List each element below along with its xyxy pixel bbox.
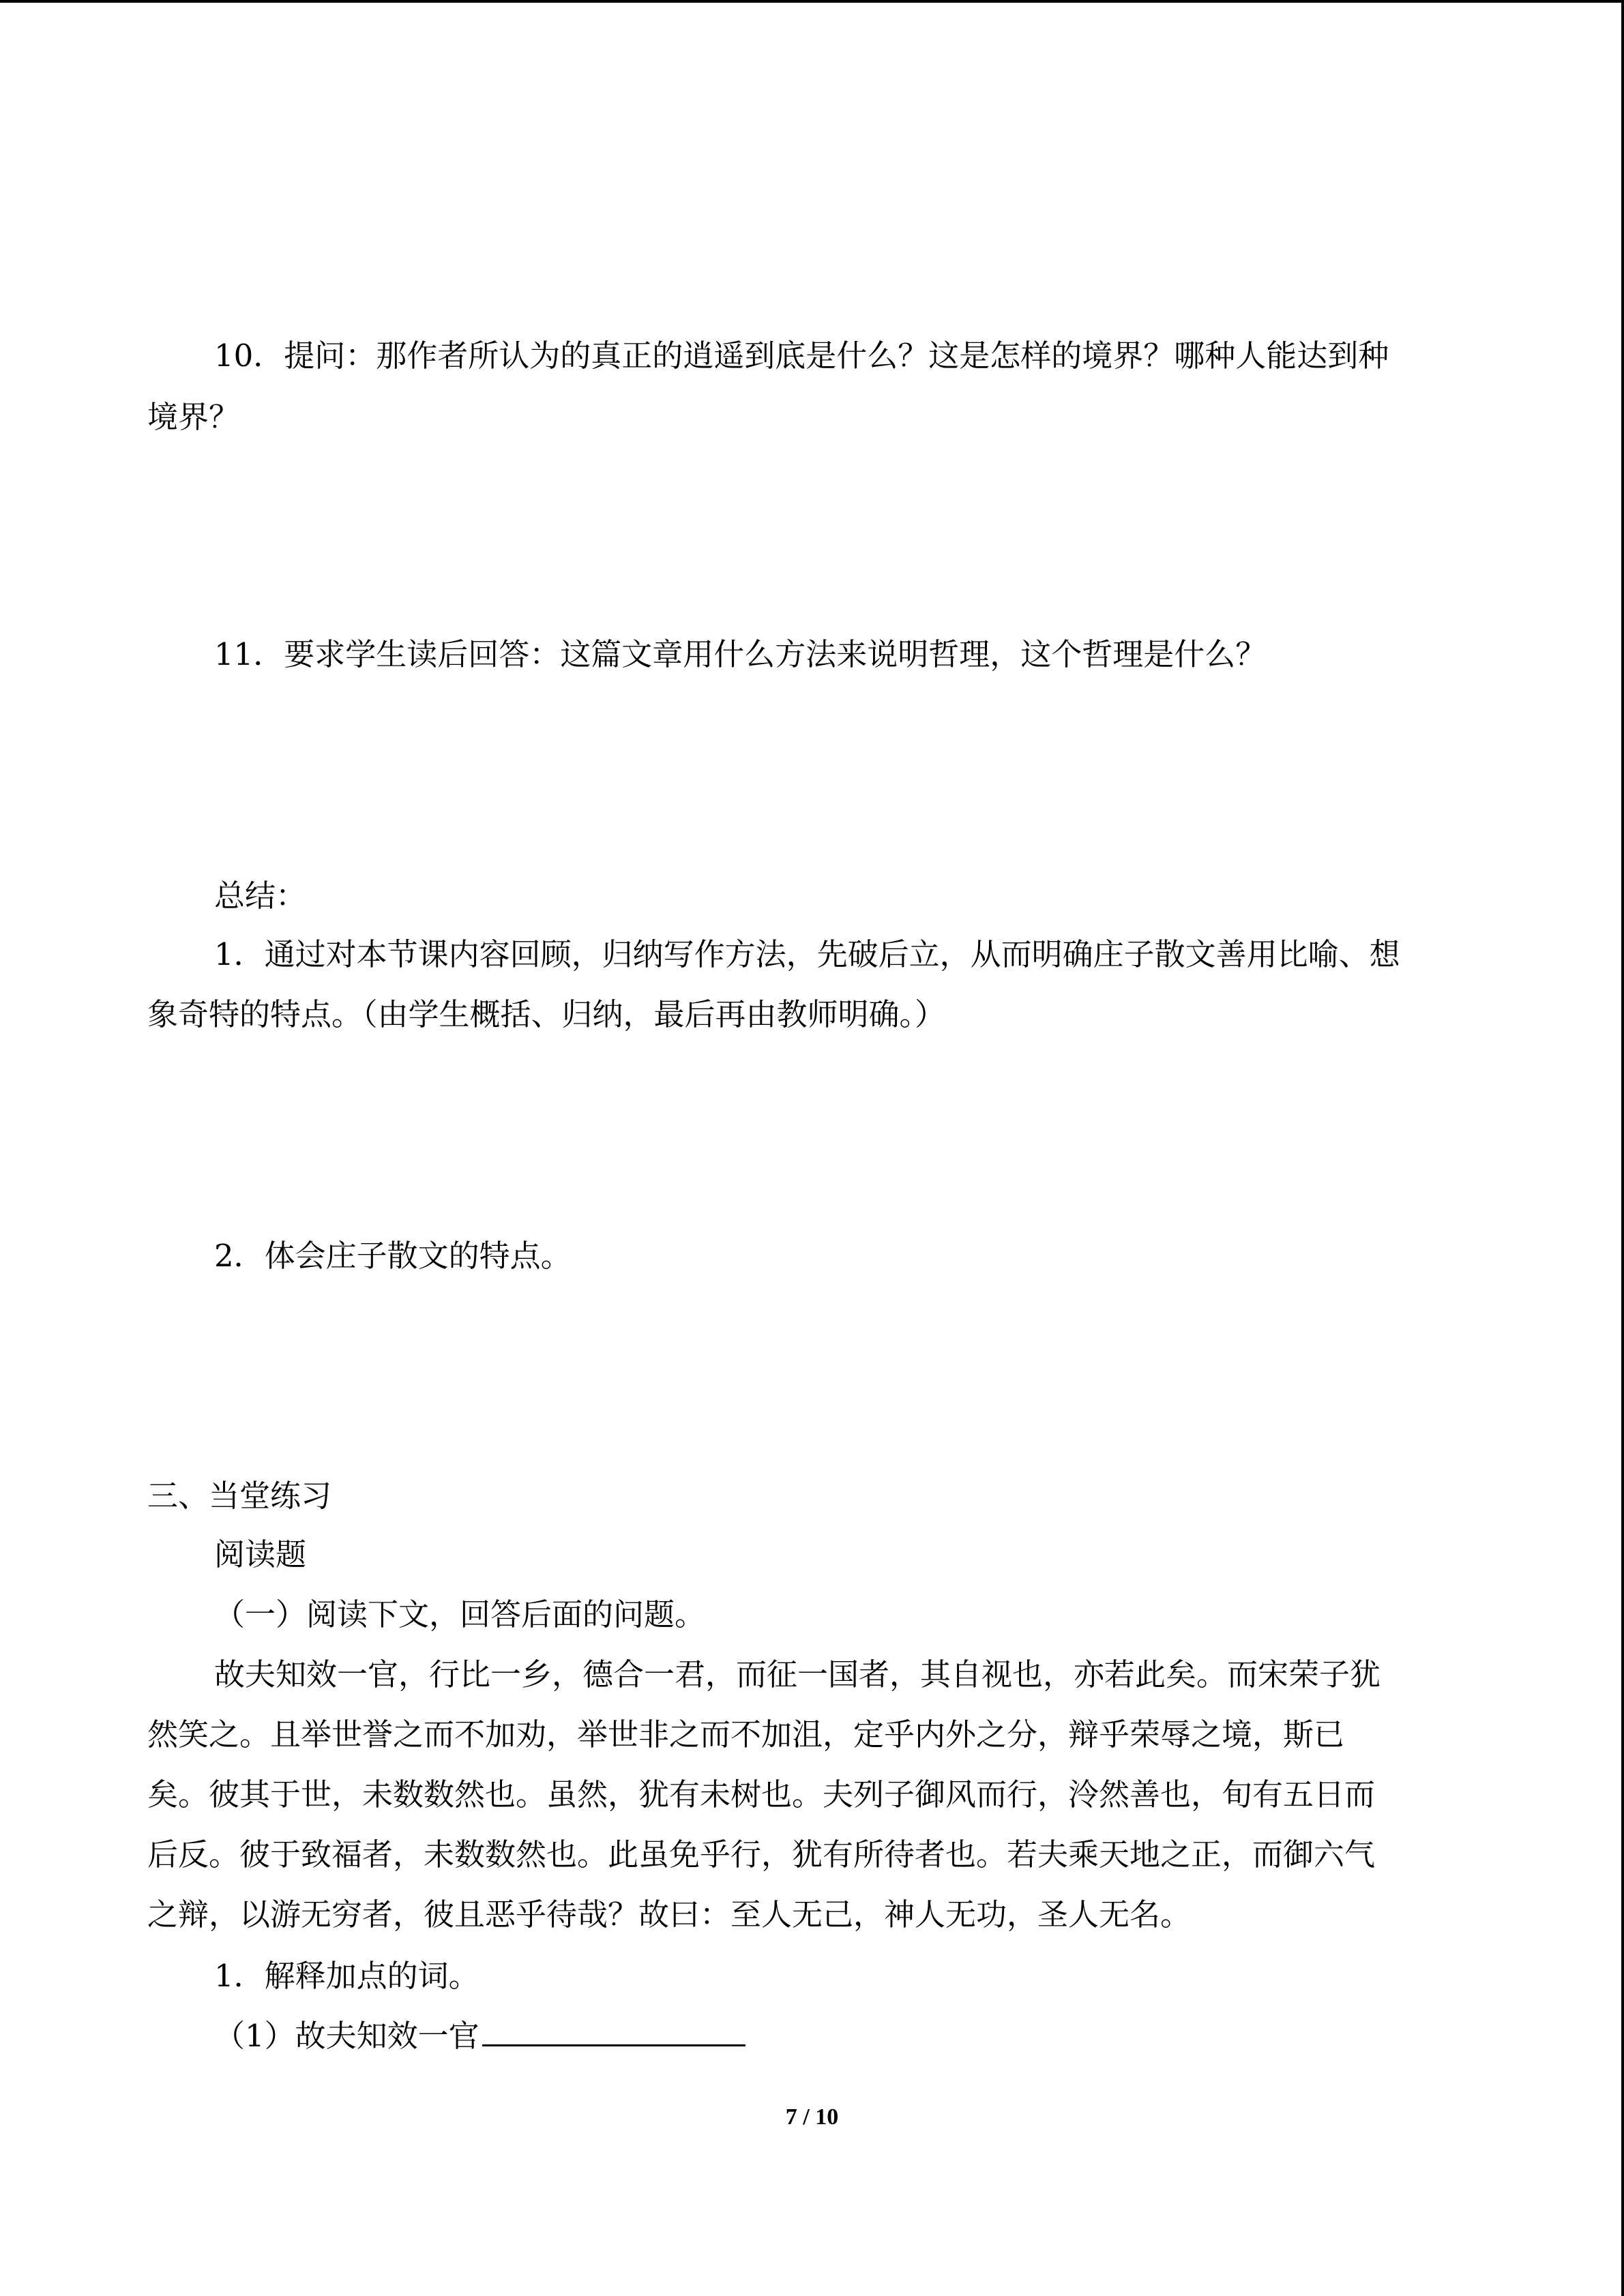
question-1: 1．解释加点的词。 <box>214 1958 479 1994</box>
summary-item-1-line-2: 象奇特的特点。（由学生概括、归纳，最后再由教师明确。） <box>147 996 946 1032</box>
summary-item-2: 2．体会庄子散文的特点。 <box>214 1238 572 1274</box>
passage-line-4: 后反。彼于致福者，未数数然也。此虽免乎行，犹有所待者也。若夫乘天地之正，而御六气 <box>147 1836 1376 1873</box>
question-1-item-1 <box>214 2005 745 2068</box>
q10-line-2: 境界？ <box>147 399 240 435</box>
practice-subheading: 阅读题 <box>214 1536 307 1572</box>
page-border-top <box>0 0 1624 3</box>
practice-section-title: （一）阅读下文，回答后面的问题。 <box>214 1596 706 1632</box>
practice-heading: 三、当堂练习 <box>147 1478 332 1514</box>
q10-line-1: 10．提问：那作者所认为的真正的逍遥到底是什么？这是怎样的境界？哪种人能达到种 <box>214 338 1389 374</box>
answer-blank[interactable] <box>482 2009 745 2046</box>
question-1-item-1-text: （1）故夫知效一官 <box>214 2018 479 2054</box>
summary-heading: 总结： <box>214 878 307 914</box>
passage-line-5: 之辩，以游无穷者，彼且恶乎待哉？故曰：至人无己，神人无功，圣人无名。 <box>147 1896 1192 1933</box>
summary-item-1-line-1: 1．通过对本节课内容回顾，归纳写作方法，先破后立，从而明确庄子散文善用比喻、想 <box>214 936 1400 972</box>
page-number: 7 / 10 <box>785 2104 839 2130</box>
passage-line-1: 故夫知效一官，行比一乡，德合一君，而征一国者，其自视也，亦若此矣。而宋荣子犹 <box>214 1656 1381 1693</box>
passage-line-3: 矣。彼其于世，未数数然也。虽然，犹有未树也。夫列子御风而行，泠然善也，旬有五日而 <box>147 1776 1376 1813</box>
q11-text: 11．要求学生读后回答：这篇文章用什么方法来说明哲理，这个哲理是什么？ <box>214 636 1267 672</box>
passage-line-2: 然笑之。且举世誉之而不加劝，举世非之而不加沮，定乎内外之分，辩乎荣辱之境，斯已 <box>147 1716 1345 1753</box>
page-border-right <box>1621 0 1624 2296</box>
